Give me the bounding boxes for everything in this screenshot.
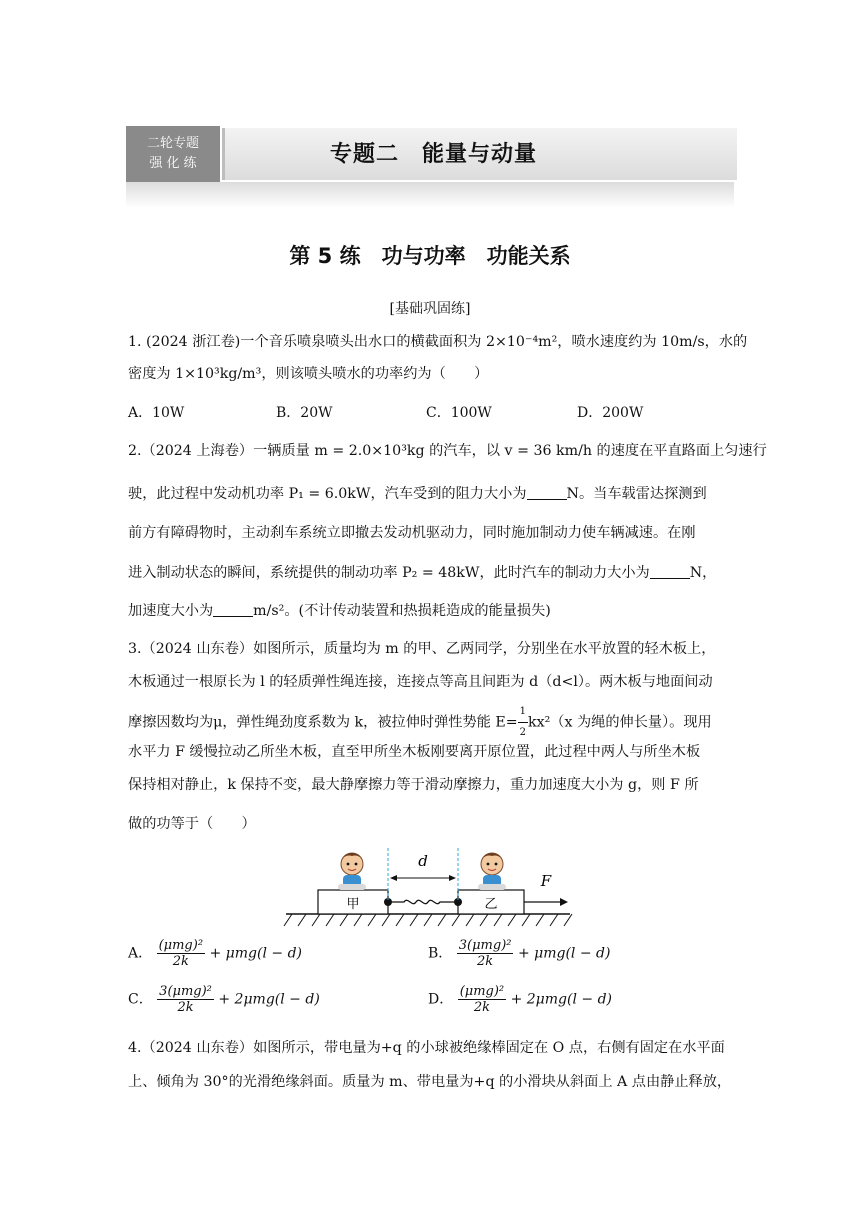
q2-line2 <box>128 484 740 504</box>
q3-figure <box>280 842 580 932</box>
q3-option-a-label: A． <box>128 945 153 962</box>
q3-half-num: 1 <box>518 702 528 723</box>
q2-blank-3 <box>213 602 253 617</box>
q3-option-b <box>428 938 610 969</box>
q1-option-c: C．100W <box>426 405 492 421</box>
person-left-icon <box>338 853 366 890</box>
q3-option-d-num: (μmg)² <box>459 984 505 999</box>
badge <box>126 126 220 182</box>
q3-option-a-rest: + μmg(l − d) <box>209 945 302 962</box>
q2-line5-a: 加速度大小为 <box>128 603 214 619</box>
q3-option-b-rest: + μmg(l − d) <box>517 945 611 962</box>
q2-line1: 2.（2024 上海卷）一辆质量 m = 2.0×10³kg 的汽车，以 v = 36 km/h 的速度在平直路面上匀速行 <box>128 443 767 459</box>
q3-line3-a: 摩擦因数均为μ，弹性绳劲度系数为 k，被拉伸时弹性势能 E= <box>128 714 518 731</box>
q2-line5 <box>128 601 740 621</box>
q3-half-den: 2 <box>519 727 526 738</box>
q3-line1: 3.（2024 山东卷）如图所示，质量均为 m 的甲、乙两同学，分别坐在水平放置的轻木板上， <box>128 641 716 657</box>
ground-hatch <box>284 914 572 926</box>
q3-option-b-fraction <box>457 938 514 969</box>
banner-title: 专题二 能量与动量 <box>330 142 538 167</box>
q4-line1: 4.（2024 山东卷）如图所示，带电量为+q 的小球被绝缘棒固定在 O 点，右侧有固定在水平面 <box>128 1040 725 1056</box>
elastic-cord <box>388 900 458 903</box>
q3-option-b-label: B． <box>428 945 453 962</box>
person-right-icon <box>478 853 506 890</box>
right-block-label: 乙 <box>484 897 498 912</box>
q3-option-d <box>428 984 612 1015</box>
q3-line6: 做的功等于（ ） <box>128 816 256 832</box>
q1-line2: 密度为 1×10³kg/m³，则该喷头喷水的功率约为（ ） <box>128 366 489 382</box>
q3-option-c-rest: + 2μmg(l − d) <box>218 991 320 1008</box>
force-arrow-head <box>560 898 568 906</box>
q2-line4 <box>128 563 740 583</box>
q3-option-c <box>128 984 320 1015</box>
q3-option-b-den: 2k <box>477 954 494 969</box>
q3-line3 <box>128 702 740 743</box>
q3-line4: 水平力 F 缓慢拉动乙所坐木板，直至甲所坐木板刚要离开原位置，此过程中两人与所坐木板 <box>128 744 701 760</box>
q3-option-d-den: 2k <box>473 1000 490 1015</box>
q3-line2: 木板通过一根原长为 l 的轻质弹性绳连接，连接点等高且间距为 d（d<l）。两木板与地面间动 <box>128 674 713 690</box>
q3-option-c-fraction <box>157 984 214 1015</box>
q2-line3: 前方有障碍物时，主动刹车系统立即撤去发动机驱动力，同时施加制动力使车辆减速。在刚 <box>128 525 696 541</box>
q2-blank-2 <box>650 564 690 579</box>
force-label: F <box>540 872 552 890</box>
q1-option-b: B．20W <box>276 405 333 421</box>
q3-option-a <box>128 938 302 969</box>
q3-option-c-num: 3(μmg)² <box>159 984 212 999</box>
q3-option-b-num: 3(μmg)² <box>458 938 512 953</box>
q3-option-a-fraction <box>157 938 205 969</box>
q3-option-c-den: 2k <box>177 1000 194 1015</box>
page-title: 第 5 练 功与功率 功能关系 <box>289 244 571 268</box>
left-block-label: 甲 <box>346 897 360 912</box>
q2-line4-a: 进入制动状态的瞬间，系统提供的制动功率 P₂ = 48kW，此时汽车的制动力大小为 <box>128 565 650 581</box>
d-label: d <box>418 852 428 870</box>
section-banner <box>126 126 734 208</box>
q1-line1: 1. (2024 浙江卷)一个音乐喷泉喷头出水口的横截面积为 2×10⁻⁴m²，喷水速度约为 10m/s，水的 <box>128 334 748 350</box>
q3-option-c-label: C． <box>128 991 153 1008</box>
q1-option-d: D．200W <box>577 405 644 421</box>
d-arrow-left <box>390 875 397 881</box>
q3-option-d-rest: + 2μmg(l − d) <box>510 991 613 1008</box>
badge-line2: 强 化 练 <box>149 156 197 171</box>
q3-half-fraction <box>518 702 528 743</box>
q2-line2-a: 驶，此过程中发动机功率 P₁ = 6.0kW，汽车受到的阻力大小为 <box>128 486 527 502</box>
q2-line2-b: N。当车载雷达探测到 <box>566 486 707 502</box>
q1-option-a: A．10W <box>128 405 185 421</box>
q3-option-d-fraction <box>458 984 506 1015</box>
q2-line4-b: N， <box>689 565 717 581</box>
q3-option-a-den: 2k <box>172 954 189 969</box>
section-heading: [基础巩固练] <box>389 301 471 317</box>
banner-shadow <box>126 182 734 208</box>
q3-option-a-num: (μmg)² <box>158 938 204 953</box>
badge-line1: 二轮专题 <box>146 136 199 151</box>
q3-line5: 保持相对静止，k 保持不变，最大静摩擦力等于滑动摩擦力，重力加速度大小为 g，则 F 所 <box>128 777 699 793</box>
q4-line2: 上、倾角为 30°的光滑绝缘斜面。质量为 m、带电量为+q 的小滑块从斜面上 A 点由静止释放， <box>128 1074 732 1090</box>
q2-blank-1 <box>527 485 567 500</box>
d-arrow-right <box>449 875 456 881</box>
q3-line3-b: kx²（x 为绳的伸长量）。现用 <box>527 714 712 731</box>
q2-line5-b: m/s²。(不计传动装置和热损耗造成的能量损失) <box>253 603 551 619</box>
q3-option-d-label: D． <box>428 991 454 1008</box>
